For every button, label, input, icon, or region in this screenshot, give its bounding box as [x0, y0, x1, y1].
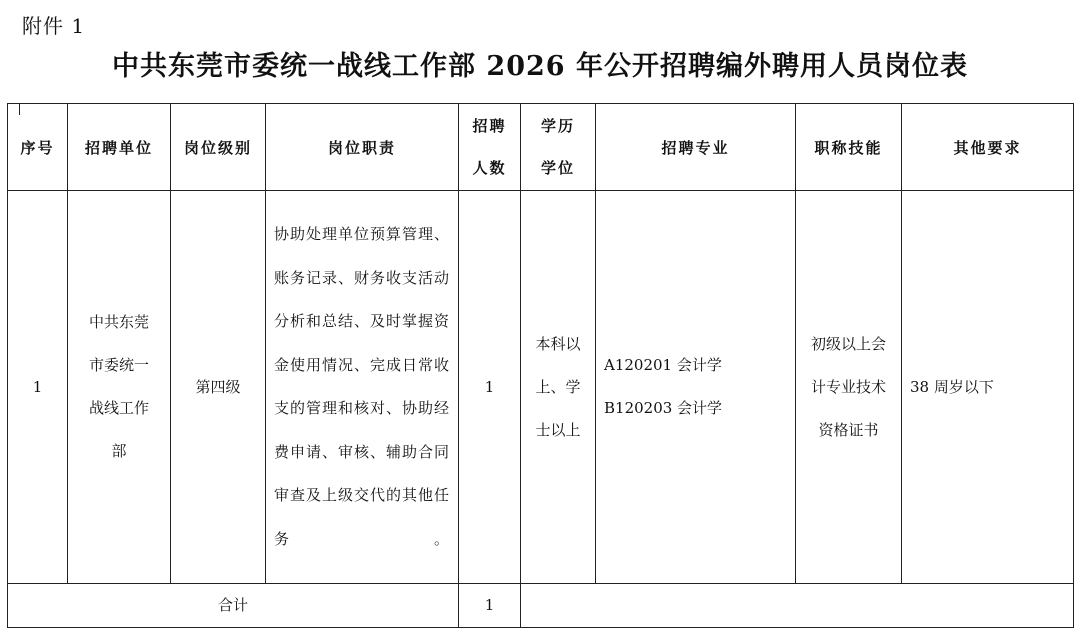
cell-education: 本科以上、学士以上	[521, 191, 596, 584]
header-count	[459, 104, 521, 191]
footer-empty	[521, 584, 1074, 628]
cell-major	[596, 191, 796, 584]
header-other: 其他要求	[902, 104, 1074, 191]
cell-unit: 中共东莞市委统一战线工作部	[68, 191, 171, 584]
cell-seq: 1	[8, 191, 68, 584]
duty-text: 协助处理单位预算管理、账务记录、财务收支活动分析和总结、及时掌握资金使用情况、完成日常收支的管理和核对、协助经费申请、审核、辅助合同审查及上级交代的其他任务。	[274, 225, 451, 548]
header-edu-line2: 学位	[540, 159, 575, 177]
header-edu-line1: 学历	[540, 117, 575, 135]
attachment-label: 附件 1	[22, 14, 86, 38]
cell-title-skill: 初级以上会计专业技术资格证书	[796, 191, 902, 584]
footer-row	[8, 584, 1074, 628]
header-title-skill: 职称技能	[796, 104, 902, 191]
cell-duty	[266, 191, 459, 584]
cell-count: 1	[459, 191, 521, 584]
page-title: 中共东莞市委统一战线工作部 2026 年公开招聘编外聘用人员岗位表	[112, 51, 968, 82]
footer-total: 1	[459, 584, 521, 628]
header-unit: 招聘单位	[68, 104, 171, 191]
cell-other: 38 周岁以下	[902, 191, 1074, 584]
header-duty: 岗位职责	[266, 104, 459, 191]
cell-level: 第四级	[171, 191, 266, 584]
header-row	[8, 104, 1074, 191]
positions-table	[7, 103, 1074, 628]
major-item: B120203 会计学	[604, 399, 723, 417]
footer-label: 合计	[8, 584, 459, 628]
header-count-line2: 人数	[472, 159, 507, 177]
header-count-line1: 招聘	[472, 117, 507, 135]
header-education	[521, 104, 596, 191]
header-seq: 序号	[8, 104, 68, 191]
header-major: 招聘专业	[596, 104, 796, 191]
header-level: 岗位级别	[171, 104, 266, 191]
table-row	[8, 191, 1074, 584]
major-item: A120201 会计学	[604, 356, 722, 374]
